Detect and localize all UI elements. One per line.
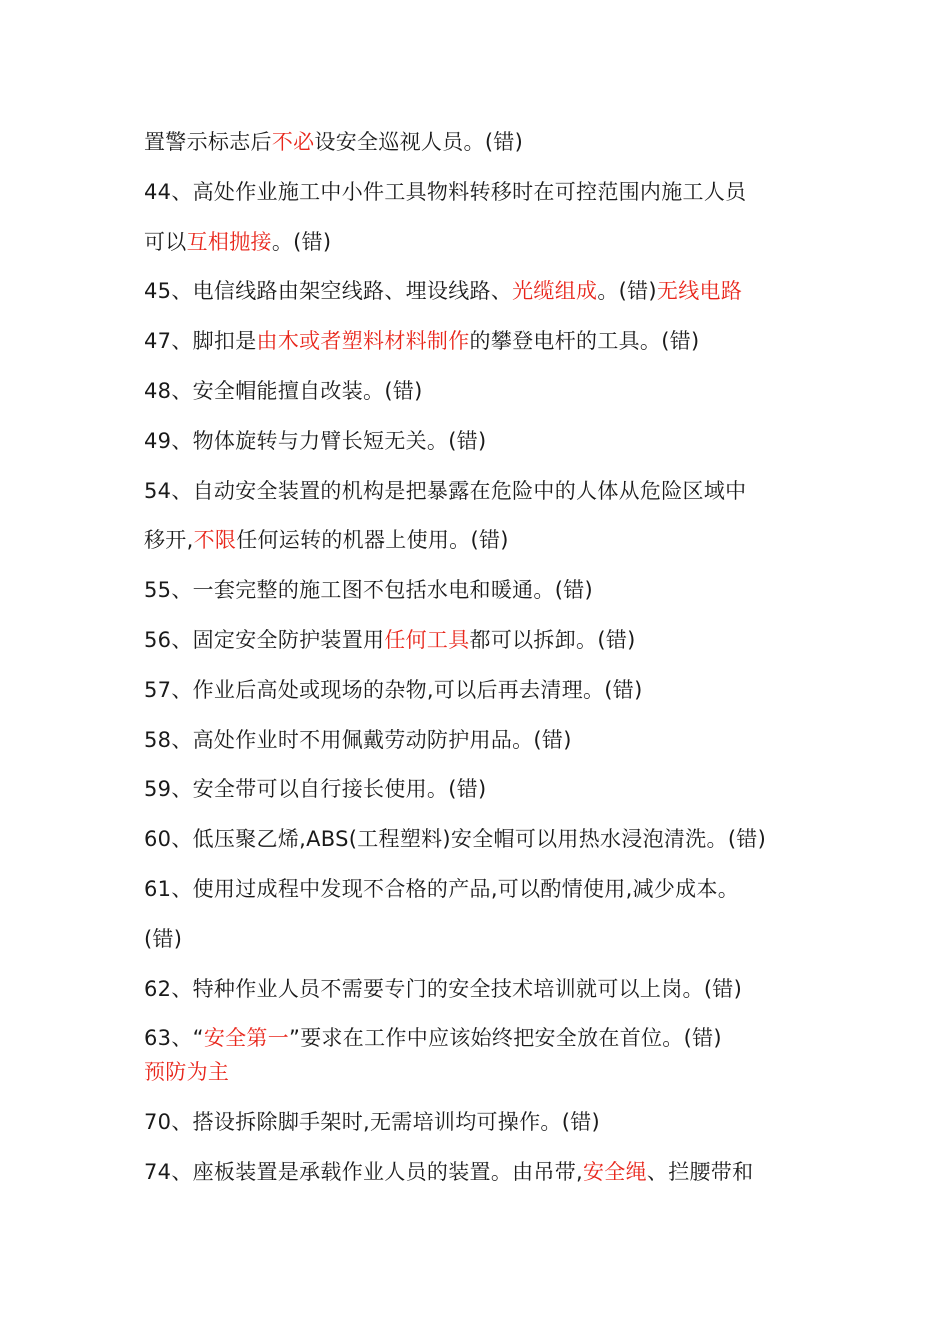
text-line [144, 477, 824, 505]
text-segment: 。(错) [271, 229, 332, 254]
text-segment: 61、使用过成程中发现不合格的产品,可以酌情使用,减少成本。 [144, 876, 740, 901]
highlighted-text: 安全第一 [203, 1026, 290, 1051]
highlighted-text: 光缆组成 [512, 279, 598, 304]
text-line [144, 1024, 824, 1052]
text-line [144, 1158, 824, 1186]
text-line [144, 875, 824, 903]
highlighted-text: 互相抛接 [186, 229, 272, 254]
text-segment: 49、物体旋转与力臂长短无关。(错) [144, 428, 487, 453]
highlighted-text: 无线电路 [656, 279, 743, 304]
text-line [144, 526, 824, 554]
text-segment: 的攀登电杆的工具。(错) [469, 329, 700, 354]
highlighted-text: 安全绳 [583, 1159, 647, 1184]
text-segment: 45、电信线路由架空线路、埋设线路、 [144, 279, 513, 304]
text-line [144, 975, 824, 1003]
text-segment: 54、自动安全装置的机构是把暴露在危险中的人体从危险区域中 [144, 478, 747, 503]
text-segment: 62、特种作业人员不需要专门的安全技术培训就可以上岗。(错) [144, 976, 743, 1001]
highlighted-text: 由木或者塑料材料制作 [256, 329, 470, 354]
text-segment: 57、作业后高处或现场的杂物,可以后再去清理。(错) [144, 677, 643, 702]
text-segment: 都可以拆卸。(错) [469, 627, 636, 652]
highlighted-text: 任何工具 [384, 627, 470, 652]
text-segment: 置警示标志后 [144, 130, 272, 154]
text-line [144, 228, 824, 256]
text-segment: 63、“ [144, 1026, 204, 1051]
text-line [144, 427, 824, 455]
text-segment: 设安全巡视人员。(错) [314, 130, 524, 154]
text-segment: 55、一套完整的施工图不包括水电和暖通。(错) [144, 578, 594, 603]
text-segment: 47、脚扣是 [144, 329, 257, 354]
text-segment: 70、搭设拆除脚手架时,无需培训均可操作。(错) [144, 1110, 600, 1135]
text-line [144, 377, 824, 405]
highlighted-text: 不必 [271, 130, 315, 154]
text-line [144, 726, 824, 754]
text-segment: 任何运转的机器上使用。(错) [236, 528, 509, 553]
text-segment: 48、安全帽能擅自改装。(错) [144, 378, 423, 403]
document-body [144, 128, 824, 1208]
text-segment: 可以 [144, 229, 187, 254]
text-line [144, 576, 824, 604]
text-segment: 59、安全带可以自行接长使用。(错) [144, 777, 487, 802]
text-segment: 。(错) [597, 279, 657, 304]
text-segment: 58、高处作业时不用佩戴劳动防护用品。(错) [144, 727, 572, 752]
text-segment: (错) [144, 926, 183, 951]
text-segment: ”要求在工作中应该始终把安全放在首位。(错) [289, 1026, 722, 1051]
text-line [144, 925, 824, 953]
text-line [144, 277, 824, 305]
text-line [144, 128, 824, 156]
text-line [144, 676, 824, 704]
text-line [144, 327, 824, 355]
text-segment: 44、高处作业施工中小件工具物料转移时在可控范围内施工人员 [144, 179, 747, 204]
text-segment: 移开, [144, 528, 194, 553]
text-segment: 56、固定安全防护装置用 [144, 627, 385, 652]
text-line [144, 1058, 824, 1086]
text-line [144, 775, 824, 803]
text-line [144, 626, 824, 654]
text-segment: 74、座板装置是承载作业人员的装置。由吊带, [144, 1159, 583, 1184]
highlighted-text: 不限 [193, 528, 237, 553]
text-line [144, 1108, 824, 1136]
text-segment: 、拦腰带和 [646, 1159, 754, 1184]
highlighted-text: 预防为主 [144, 1060, 230, 1085]
text-segment: 60、低压聚乙烯,ABS(工程塑料)安全帽可以用热水浸泡清洗。(错) [144, 827, 767, 852]
text-line [144, 825, 824, 853]
text-line [144, 178, 824, 206]
